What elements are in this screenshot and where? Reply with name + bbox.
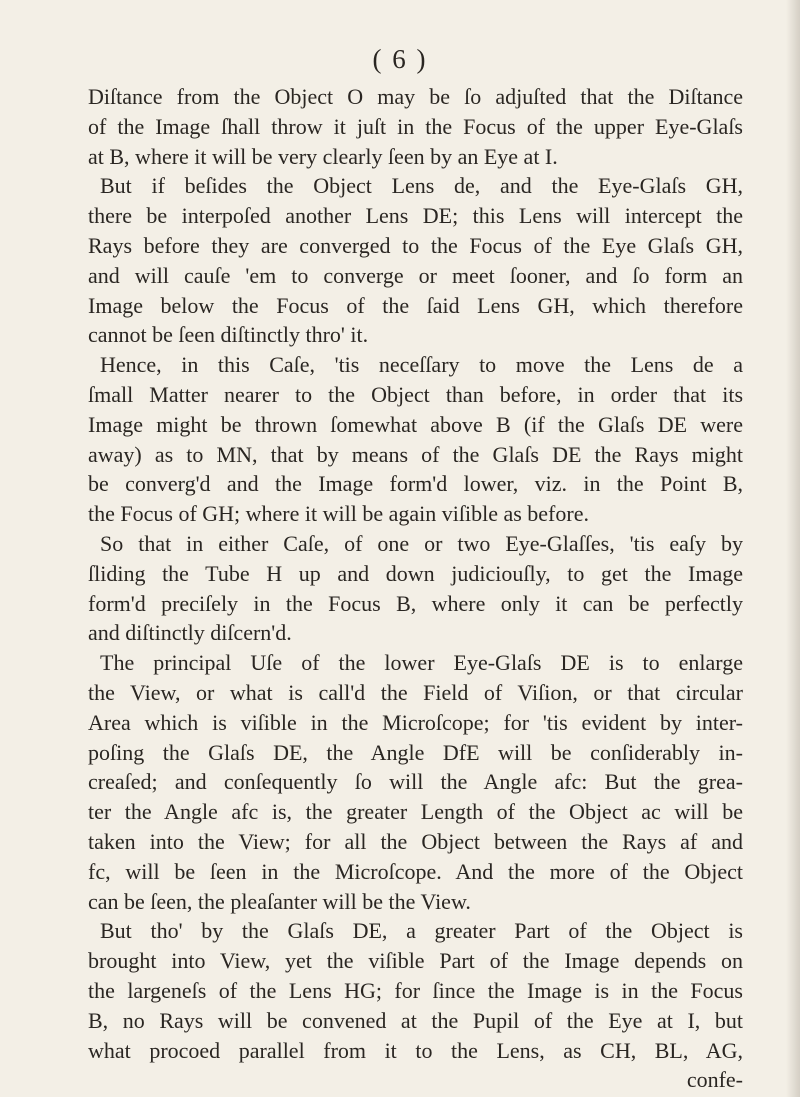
text-line: Image might be thrown ſomewhat above B (if the Glaſs DE were: [88, 411, 743, 437]
text-line: Image below the Focus of the ſaid Lens GH, which therefore: [88, 292, 743, 318]
page-number: ( 6 ): [372, 44, 428, 74]
text-line: taken into the View; for all the Object between the Rays af and: [88, 828, 743, 854]
text-line: Diſtance from the Object O may be ſo adjuſted that the Diſtance: [88, 84, 743, 109]
text-line: away) as to MN, that by means of the Glaſs DE the Rays might: [88, 441, 743, 467]
text-line: creaſed; and conſequently ſo will the Angle afc: But the grea-: [88, 769, 743, 795]
text-line: there be interpoſed another Lens DE; this Lens will intercept the: [88, 203, 743, 229]
text-line: and will cauſe 'em to converge or meet ſooner, and ſo form an: [88, 262, 743, 288]
text-line: But if beſides the Object Lens de, and the Eye-Glaſs GH,: [100, 173, 743, 199]
text-line: poſing the Glaſs DE, the Angle DfE will be conſiderably in-: [88, 739, 743, 765]
text-line: But tho' by the Glaſs DE, a greater Part of the Object is: [100, 918, 743, 944]
text-line: of the Image ſhall throw it juſt in the Focus of the upper Eye-Glaſs: [88, 113, 743, 139]
text-line: brought into View, yet the viſible Part of the Image depends on: [88, 948, 743, 974]
text-line: be converg'd and the Image form'd lower, viz. in the Point B,: [88, 471, 743, 497]
text-line: Hence, in this Caſe, 'tis neceſſary to move the Lens de a: [100, 352, 743, 378]
text-line: ter the Angle afc is, the greater Length of the Object ac will be: [88, 799, 743, 825]
text-line: So that in either Caſe, of one or two Eye-Glaſſes, 'tis eaſy by: [100, 530, 743, 556]
text-line: Area which is viſible in the Microſcope; for 'tis evident by inter-: [88, 709, 743, 735]
text-line: Rays before they are converged to the Focus of the Eye Glaſs GH,: [88, 232, 743, 258]
text-line: The principal Uſe of the lower Eye-Glaſs DE is to enlarge: [100, 650, 743, 676]
text-line: can be ſeen, the pleaſanter will be the View.: [88, 888, 471, 914]
text-line: and diſtinctly diſcern'd.: [88, 620, 292, 646]
body-text: [88, 82, 743, 1095]
text-line: form'd preciſely in the Focus B, where only it can be perfectly: [88, 590, 743, 616]
text-line: at B, where it will be very clearly ſeen by an Eye at I.: [88, 143, 558, 169]
text-line: fc, will be ſeen in the Microſcope. And the more of the Object: [88, 858, 743, 884]
text-line: B, no Rays will be convened at the Pupil of the Eye at I, but: [88, 1007, 743, 1033]
text-line: the View, or what is call'd the Field of Viſion, or that circular: [88, 679, 743, 705]
text-line: cannot be ſeen diſtinctly thro' it.: [88, 322, 369, 348]
text-line: ſliding the Tube H up and down judiciouſly, to get the Image: [88, 560, 743, 586]
page-edge-shadow: [786, 0, 800, 1097]
text-line: the largeneſs of the Lens HG; for ſince the Image is in the Focus: [88, 977, 743, 1003]
text-line: what procoed parallel from it to the Lens, as CH, BL, AG,: [88, 1037, 743, 1063]
text-line: ſmall Matter nearer to the Object than before, in order that its: [88, 381, 743, 407]
text-line: the Focus of GH; where it will be again viſible as before.: [88, 501, 589, 527]
catchword: confe-: [686, 1067, 743, 1093]
